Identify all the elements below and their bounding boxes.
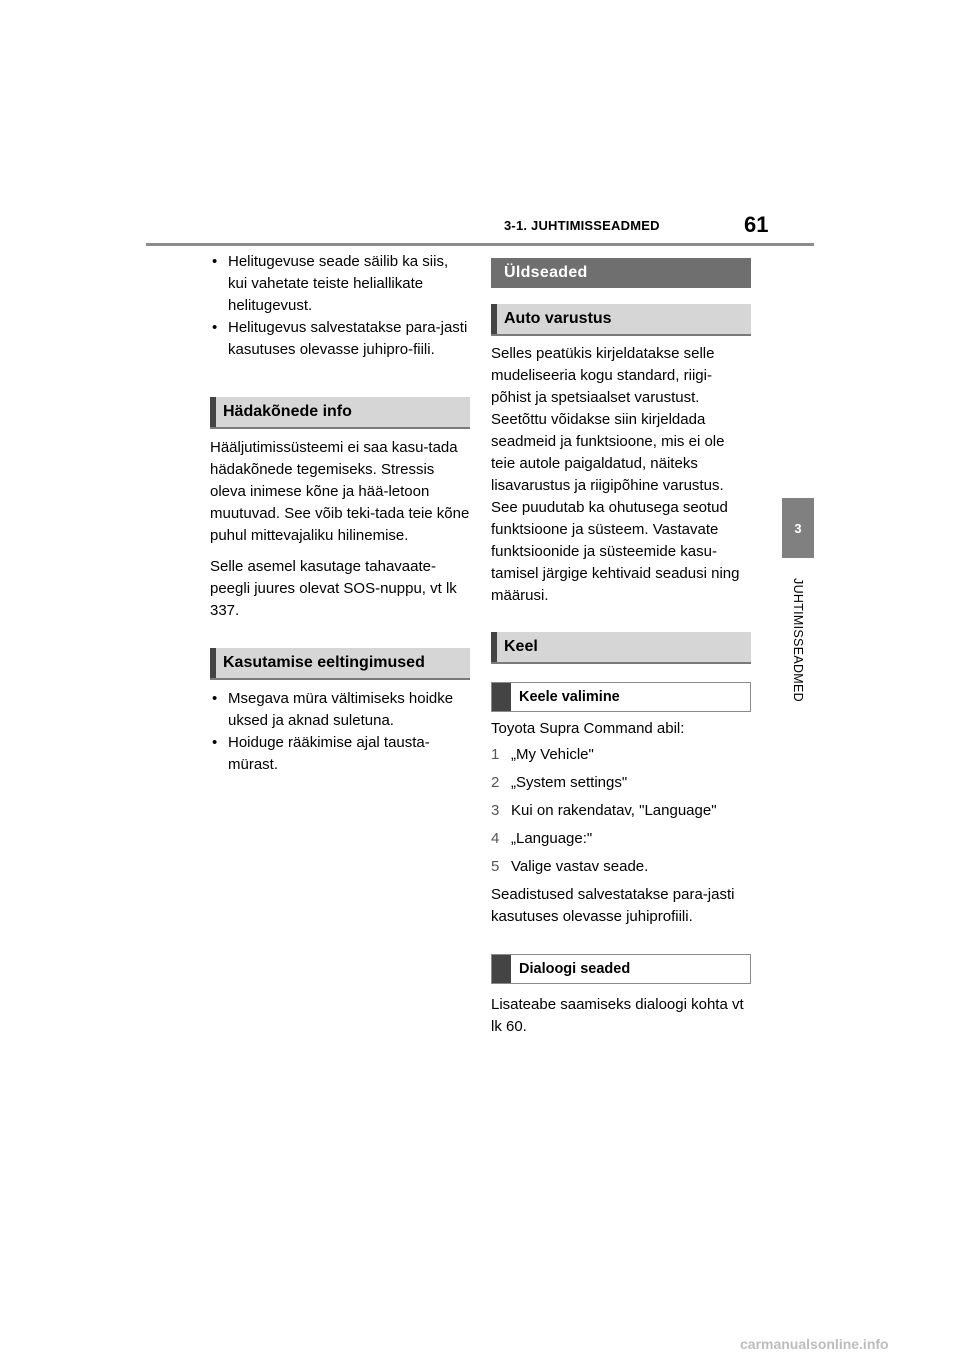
- paragraph-equipment: Selles peatükis kirjeldatakse selle mudeliseeria kogu standard, riigi-põhist ja spetsiaalset varustust. Seetõttu võidakse siin kirjeldada seadmeid ja funktsioone, mis ei ole teie autole paigaldatud, näiteks lisavarustus ja riigipõhine varustus. See puudutab ka ohutusega seotud funktsioone ja süsteem. Vastavate funktsioonide ja süsteemide kasu-tamisel järgige kehtivaid seadusi ning määrusi.: [491, 345, 740, 604]
- section-title: 3-1. JUHTIMISSEADMED: [504, 218, 660, 233]
- language-steps: [491, 744, 751, 878]
- paragraph-settings-saved: Seadistused salvestatakse para-jasti kasutuses olevasse juhiprofiili.: [491, 886, 735, 925]
- paragraph-command-intro: Toyota Supra Command abil:: [491, 720, 685, 737]
- heading-vehicle-equipment: Auto varustus: [491, 304, 751, 336]
- list-item: • Helitugevus salvestatakse para-jasti kasutuses olevasse juhipro-fiili.: [210, 317, 470, 361]
- page-number: 61: [744, 212, 769, 237]
- step-item: 1 „My Vehicle": [491, 746, 594, 763]
- right-column: [491, 258, 751, 1047]
- heading-language: Keel: [491, 632, 751, 664]
- list-item: • Msegava müra vältimiseks hoidke uksed ja aknad suletuna.: [210, 688, 470, 732]
- step-item: 4 „Language:": [491, 830, 593, 847]
- chapter-label: JUHTIMISSEADMED: [791, 578, 805, 702]
- step-item: 2 „System settings": [491, 774, 628, 791]
- volume-notes-list: [210, 251, 470, 361]
- subheading-language-selection: Keele valimine: [491, 682, 751, 712]
- left-column: [210, 251, 470, 776]
- subheading-dialog-settings: Dialoogi seaded: [491, 954, 751, 984]
- header-divider: [146, 243, 814, 246]
- paragraph-dialog-reference: Lisateabe saamiseks dialoogi kohta vt lk 60.: [491, 996, 744, 1035]
- chapter-tab: 3: [782, 498, 814, 558]
- list-item: • Helitugevuse seade säilib ka siis, kui vahetate teiste heliallikate helitugevust.: [210, 251, 470, 317]
- paragraph-sos: Selle asemel kasutage tahavaate-peegli juures olevat SOS-nuppu, vt lk 337.: [210, 558, 457, 619]
- heading-general-settings: Üldseaded: [491, 258, 751, 288]
- step-item: 5 Valige vastav seade.: [491, 858, 649, 875]
- heading-emergency-calls: Hädakõnede info: [210, 397, 470, 429]
- paragraph-emergency: Hääljutimissüsteemi ei saa kasu-tada hädakõnede tegemiseks. Stressis oleva inimese kõne ja hää-letoon muutuvad. See võib teki-tada teie kõne puhul mittevajaliku hilinemise.: [210, 439, 470, 544]
- prerequisites-list: [210, 688, 470, 776]
- step-item: 3 Kui on rakendatav, "Language": [491, 802, 717, 819]
- watermark-text: carmanualsonline.info: [740, 1336, 889, 1352]
- list-item: • Hoiduge rääkimise ajal tausta-mürast.: [210, 732, 470, 776]
- heading-prerequisites: Kasutamise eeltingimused: [210, 648, 470, 680]
